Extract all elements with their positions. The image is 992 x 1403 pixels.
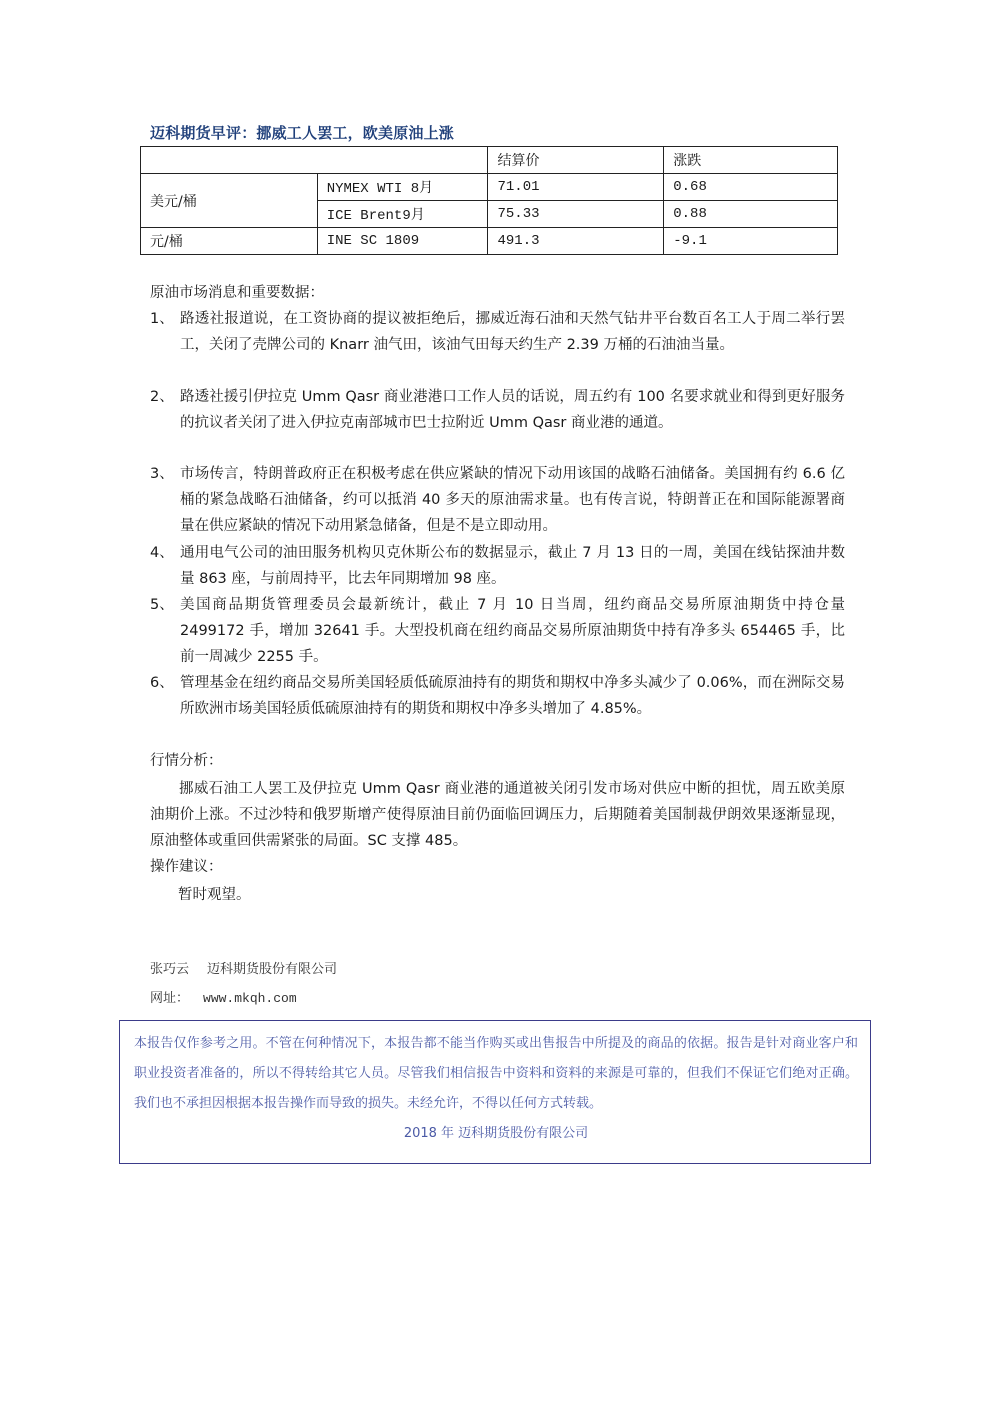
- unit-cell: 美元/桶: [141, 174, 318, 228]
- report-title: 迈科期货早评：挪威工人罢工，欧美原油上涨: [150, 124, 455, 142]
- news-item-number: 2、: [150, 389, 174, 405]
- author-company: 迈科期货股份有限公司: [207, 962, 338, 977]
- disclaimer-box: [119, 1020, 871, 1164]
- price-cell: 491.3: [488, 228, 664, 255]
- change-cell: 0.88: [664, 201, 838, 228]
- disclaimer-text: 本报告仅作参考之用。不管在何种情况下，本报告都不能当作购买或出售报告中所提及的商品的依据。报告是针对商业客户和职业投资者准备的，所以不得转给其它人员。尽管我们相信报告中资料和资料的来源是可靠的，但我们不保证它们绝对正确。我们也不承担因根据本报告操作而导致的损失。未经允许，不得以任何方式转载。: [134, 1036, 858, 1111]
- author-line: [150, 958, 337, 977]
- website-label: 网址：: [150, 991, 190, 1006]
- table-row: [141, 174, 838, 201]
- table-header-change: 涨跌: [664, 147, 838, 174]
- news-item-4: [150, 540, 845, 592]
- analysis-heading: 行情分析：: [150, 753, 223, 769]
- news-item-text: 市场传言，特朗普政府正在积极考虑在供应紧缺的情况下动用该国的战略石油储备。美国拥有约 6.6 亿桶的紧急战略石油储备，约可以抵消 40 多天的原油需求量。也有传言说，特朗普正在和国际能源署商量在供应紧缺的情况下动用紧急储备，但是不是立即动用。: [180, 466, 845, 534]
- disclaimer-footer: 2018 年 迈科期货股份有限公司: [403, 1126, 589, 1141]
- news-item-number: 1、: [150, 311, 174, 327]
- news-heading: 原油市场消息和重要数据：: [150, 285, 324, 301]
- website-url[interactable]: www.mkqh.com: [203, 991, 297, 1006]
- price-cell: 71.01: [488, 174, 664, 201]
- unit-cell: 元/桶: [141, 228, 318, 255]
- advice-heading: 操作建议：: [150, 859, 223, 875]
- table-row: [141, 228, 838, 255]
- news-item-number: 6、: [150, 675, 174, 691]
- news-item-number: 3、: [150, 466, 174, 482]
- news-item-number: 4、: [150, 545, 174, 561]
- author-name: 张巧云: [150, 962, 190, 977]
- price-table: [140, 146, 838, 255]
- news-item-6: [150, 670, 845, 722]
- news-item-number: 5、: [150, 597, 174, 613]
- table-header-price: 结算价: [488, 147, 664, 174]
- website-line: [150, 987, 297, 1006]
- advice-text: 暂时观望。: [178, 887, 251, 903]
- table-header-blank: [141, 147, 488, 174]
- news-item-text: 通用电气公司的油田服务机构贝克休斯公布的数据显示，截止 7 月 13 日的一周，美国在线钻探油井数量 863 座，与前周持平，比去年同期增加 98 座。: [180, 545, 845, 587]
- change-cell: -9.1: [664, 228, 838, 255]
- price-cell: 75.33: [488, 201, 664, 228]
- contract-cell: ICE Brent9月: [317, 201, 488, 228]
- contract-cell: NYMEX WTI 8月: [317, 174, 488, 201]
- news-item-text: 路透社援引伊拉克 Umm Qasr 商业港港口工作人员的话说，周五约有 100 名要求就业和得到更好服务的抗议者关闭了进入伊拉克南部城市巴士拉附近 Umm Qasr 商业港的通道。: [180, 389, 845, 431]
- news-item-3: [150, 461, 845, 539]
- news-item-5: [150, 592, 845, 670]
- change-cell: 0.68: [664, 174, 838, 201]
- news-item-1: [150, 306, 845, 358]
- news-item-text: 路透社报道说，在工资协商的提议被拒绝后，挪威近海石油和天然气钻井平台数百名工人于周二举行罢工，关闭了壳牌公司的 Knarr 油气田，该油气田每天约生产 2.39 万桶的石油油当量。: [180, 311, 845, 353]
- news-item-text: 美国商品期货管理委员会最新统计，截止 7 月 10 日当周，纽约商品交易所原油期货中持仓量 2499172 手，增加 32641 手。大型投机商在纽约商品交易所原油期货中持有净多头 654465 手，比前一周减少 2255 手。: [180, 597, 845, 665]
- news-item-text: 管理基金在纽约商品交易所美国轻质低硫原油持有的期货和期权中净多头减少了 0.06%，而在洲际交易所欧洲市场美国轻质低硫原油持有的期货和期权中净多头增加了 4.85%。: [180, 675, 845, 717]
- analysis-text: 挪威石油工人罢工及伊拉克 Umm Qasr 商业港的通道被关闭引发市场对供应中断的担忧，周五欧美原油期价上涨。不过沙特和俄罗斯增产使得原油目前仍面临回调压力，后期随着美国制裁伊朗效果逐渐显现，原油整体或重回供需紧张的局面。SC 支撑 485。: [150, 781, 845, 849]
- news-item-2: [150, 384, 845, 436]
- table-header-row: [141, 147, 838, 174]
- contract-cell: INE SC 1809: [317, 228, 488, 255]
